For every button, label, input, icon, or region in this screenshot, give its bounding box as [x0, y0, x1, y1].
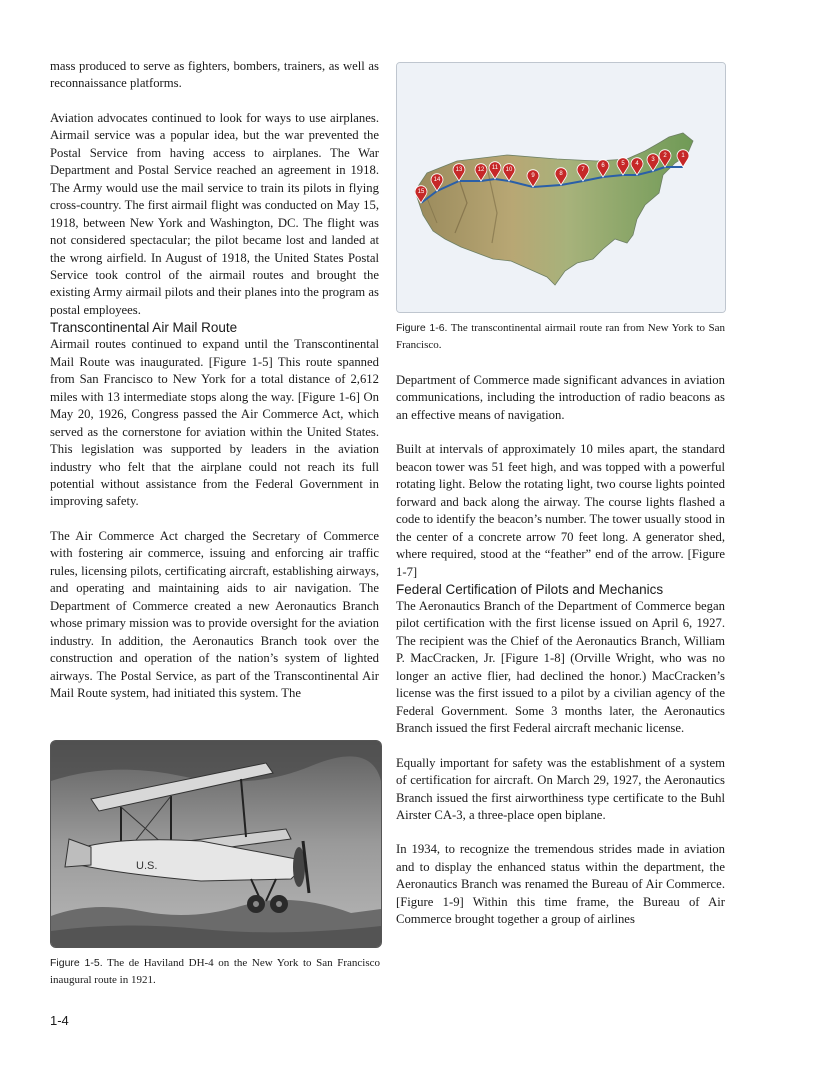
svg-text:14: 14 [433, 177, 441, 183]
section-heading: Transcontinental Air Mail Route [50, 320, 238, 336]
figure-label: Figure 1-5. [50, 957, 103, 969]
svg-text:15: 15 [417, 189, 425, 195]
svg-text:12: 12 [477, 167, 485, 173]
paragraph: Equally important for safety was the establishment of a system of certification for aircraft. On March 29, 1927, the Aeronautics Branch issued the first airworthiness type certificate to the Buhl Airster CA-3, a three-place open biplane. [396, 755, 725, 822]
right-column [396, 372, 725, 929]
paragraph: Built at intervals of approximately 10 miles apart, the standard beacon tower was 51 feet high, and was topped with a powerful rotating light. Below the rotating light, two course lights pointed forward and back along the airway. The course lights flashed a code to identify the beacon’s number. The tower usually stood in the center of a concrete arrow 70 feet long. A generator shed, where required, stood at the “feather” end of the arrow. [Figure 1-7] [396, 442, 725, 579]
caption-text: The de Haviland DH-4 on the New York to San Francisco inaugural route in 1921. [50, 957, 380, 986]
paragraph: mass produced to serve as fighters, bombers, trainers, as well as reconnaissance platforms. [50, 59, 379, 91]
left-column [50, 58, 379, 702]
svg-text:6: 6 [601, 163, 605, 169]
svg-text:10: 10 [505, 167, 513, 173]
figure-caption [50, 955, 380, 989]
svg-text:13: 13 [455, 167, 463, 173]
paragraph: In 1934, to recognize the tremendous strides made in aviation and to display the enhanced status within the department, the Aeronautics Branch was renamed the Bureau of Air Commerce. [Figure 1-9] Within this time frame, the Bureau of Air Commerce brought together a group of airlines [396, 842, 725, 927]
paragraph: Airmail routes continued to expand until the Transcontinental Mail Route was inaugurated. [Figure 1-5] This route spanned from San Francisco to New York for a total distance of 2,612 miles with 13 intermediate stops along the way. [Figure 1-6] On May 20, 1926, Congress passed the Air Commerce Act, which served as the cornerstone for aviation within the United States. This legislation was supported by leaders in the aviation industry who felt that the airplane could not reach its full potential without assistance from the Federal Government in improving safety. [50, 337, 379, 509]
airmail-route-map [396, 62, 726, 313]
us-map [397, 63, 725, 312]
paragraph: Department of Commerce made significant advances in aviation communications, including the introduction of radio beacons as an effective means of navigation. [396, 373, 725, 422]
paragraph: The Aeronautics Branch of the Department of Commerce began pilot certification with the first license issued on April 6, 1927. The recipient was the Chief of the Aeronautics Branch, William P. MacCracken, Jr. [Figure 1-8] (Orville Wright, who was no longer an active flier, had declined the honor.) MacCracken’s license was the first issued to a pilot by a civilian agency of the Federal Government. Some 3 months later, the Aeronautics Branch issued the first Federal aircraft mechanic license. [396, 598, 725, 736]
section-heading: Federal Certification of Pilots and Mechanics [396, 581, 664, 597]
svg-text:8: 8 [559, 171, 563, 177]
svg-text:9: 9 [531, 173, 535, 179]
svg-text:4: 4 [635, 161, 639, 167]
biplane-illustration [51, 741, 381, 947]
figure-label: Figure 1-6. [396, 322, 448, 334]
figure-caption [396, 320, 725, 354]
caption-text: The transcontinental airmail route ran from New York to San Francisco. [396, 322, 725, 351]
paragraph: The Air Commerce Act charged the Secretary of Commerce with fostering air commerce, issuing and enforcing air traffic rules, licensing pilots, certificating aircraft, establishing airways, and operating and maintaining aids to air navigation. The Department of Commerce created a new Aeronautics Branch whose primary mission was to provide oversight for the aviation industry. In addition, the Aeronautics Branch took over the construction and operation of the nation’s system of lighted airways. The Postal Service, as part of the Transcontinental Air Mail Route system, had initiated this system. The [50, 528, 379, 700]
svg-text:5: 5 [621, 161, 625, 167]
svg-text:11: 11 [491, 165, 499, 171]
svg-text:2: 2 [663, 153, 667, 159]
svg-text:1: 1 [681, 153, 685, 159]
page-number: 1-4 [50, 1013, 69, 1028]
svg-text:7: 7 [581, 167, 585, 173]
paragraph: Aviation advocates continued to look for ways to use airplanes. Airmail service was a popular idea, but the war prevented the Postal Service from having access to airplanes. The War Department and Postal Service reached an agreement in 1918. The Army would use the mail service to train its pilots in flying cross-country. The first airmail flight was conducted on May 15, 1918, between New York and Washington, DC. The flight was not considered spectacular; the pilot became lost and landed at the wrong airfield. In August of 1918, the United States Postal Service took control of the airmail routes and brought the existing Army airmail pilots and their planes into the program as postal employees. [50, 110, 379, 317]
svg-text:3: 3 [651, 157, 655, 163]
plane-marking: U.S. [136, 860, 158, 872]
biplane-photo [50, 740, 382, 948]
